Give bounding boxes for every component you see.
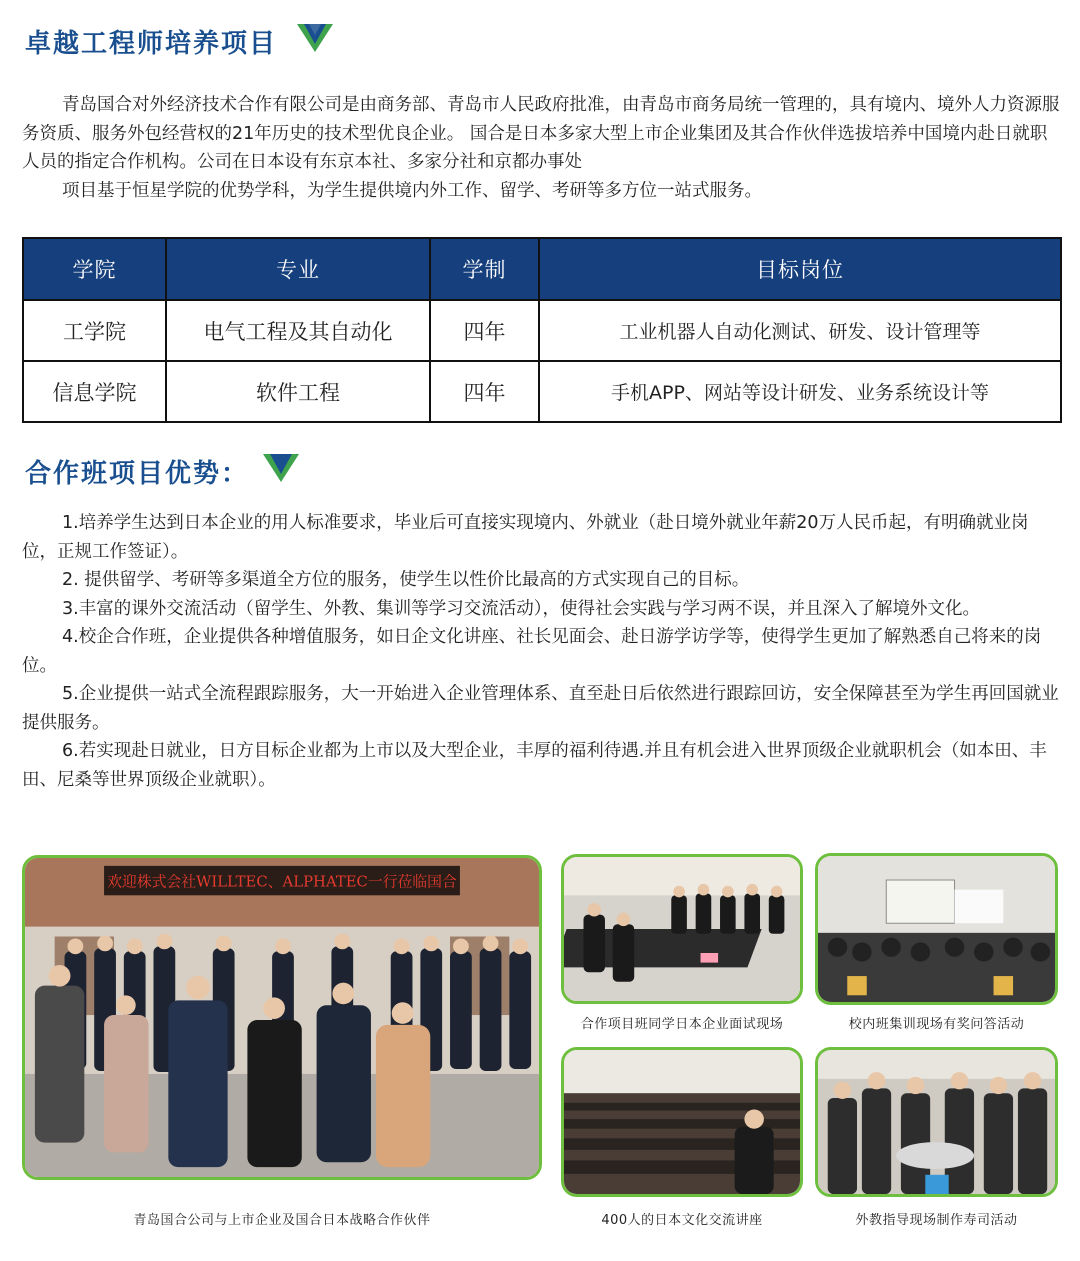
list-item: 4.校企合作班，企业提供各种增值服务，如日企文化讲座、社长见面会、赴日游学访学等，使得学生更加了解熟悉自己将来的岗位。 [22, 627, 1042, 676]
table-header-row [23, 238, 1061, 300]
intro-text [22, 91, 1060, 205]
cell-college: 工学院 [23, 300, 166, 361]
cell-major: 软件工程 [166, 361, 430, 422]
photo-sushi [815, 1047, 1058, 1197]
header-target-position: 目标岗位 [539, 238, 1061, 300]
photo-lecture [561, 1047, 803, 1197]
section-title-text: 合作班项目优势： [25, 459, 250, 489]
cell-duration: 四年 [430, 300, 539, 361]
list-item: 3.丰富的课外交流活动（留学生、外教、集训等学习交流活动），使得社会实践与学习两不误，并且深入了解境外文化。 [62, 598, 980, 619]
advantages-list [22, 509, 1060, 794]
caption-sushi: 外教指导现场制作寿司活动 [855, 1213, 1018, 1228]
photo-interview [561, 854, 803, 1004]
program-table [22, 237, 1062, 423]
caption-training: 校内班集训现场有奖问答活动 [848, 1017, 1025, 1032]
cell-target-position: 工业机器人自动化测试、研发、设计管理等 [539, 300, 1061, 361]
caption-interview: 合作项目班同学日本企业面试现场 [580, 1017, 784, 1032]
list-item: 1.培养学生达到日本企业的用人标准要求，毕业后可直接实现境内、外就业（赴日境外就业年薪20万人民币起，有明确就业岗位，正规工作签证）。 [22, 513, 1029, 562]
header-duration: 学制 [430, 238, 539, 300]
welcome-banner-text: 欢迎株式会社WILLTEC、ALPHATEC一行莅临国合 [107, 873, 457, 891]
section-title-text: 卓越工程师培养项目 [25, 29, 278, 59]
cell-college: 信息学院 [23, 361, 166, 422]
triangle-down-icon [297, 22, 333, 61]
cell-duration: 四年 [430, 361, 539, 422]
header-college: 学院 [23, 238, 166, 300]
cell-target-position: 手机APP、网站等设计研发、业务系统设计等 [539, 361, 1061, 422]
caption-lecture: 400人的日本文化交流讲座 [601, 1213, 763, 1228]
header-major: 专业 [166, 238, 430, 300]
intro-paragraph-1: 青岛国合对外经济技术合作有限公司是由商务部、青岛市人民政府批准，由青岛市商务局统一管理的，具有境内、境外人力资源服务资质、服务外包经营权的21年历史的技术型优良企业。 国合是日本多家大型上市企业集团及其合作伙伴选拔培养中国境内赴日就职人员的指定合作机构。公司在日本设有东京本社、多家分社和京都办事处 [22, 95, 1060, 172]
triangle-down-icon [263, 452, 299, 491]
list-item: 5.企业提供一站式全流程跟踪服务，大一开始进入企业管理体系、直至赴日后依然进行跟踪回访，安全保障甚至为学生再回国就业提供服务。 [22, 684, 1059, 733]
photo-training [815, 853, 1058, 1005]
caption-main: 青岛国合公司与上市企业及国合日本战略合作伙伴 [133, 1213, 431, 1228]
section-title-program [25, 22, 333, 61]
table-row [23, 361, 1061, 422]
section-title-advantages [25, 452, 299, 491]
list-item: 2. 提供留学、考研等多渠道全方位的服务，使学生以性价比最高的方式实现自己的目标。 [62, 570, 750, 590]
cell-major: 电气工程及其自动化 [166, 300, 430, 361]
intro-paragraph-2: 项目基于恒星学院的优势学科，为学生提供境内外工作、留学、考研等多方位一站式服务。 [62, 180, 762, 201]
photo-group-main [22, 855, 542, 1180]
table-row [23, 300, 1061, 361]
list-item: 6.若实现赴日就业，日方目标企业都为上市以及大型企业，丰厚的福利待遇.并且有机会进入世界顶级企业就职机会（如本田、丰田、尼桑等世界顶级企业就职）。 [22, 741, 1047, 790]
